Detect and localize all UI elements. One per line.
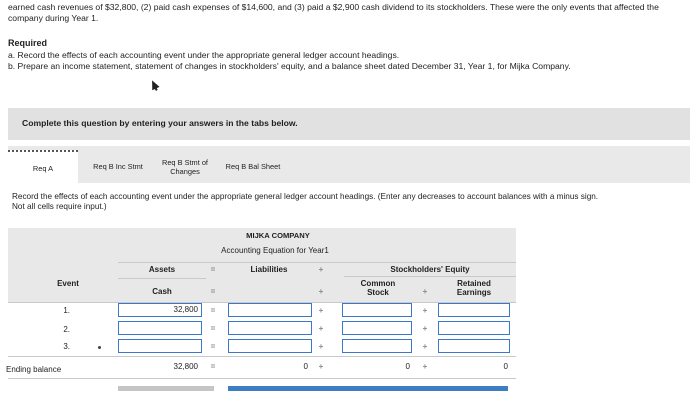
equals-sign: = — [210, 324, 216, 333]
equals-sign: = — [210, 362, 216, 371]
mouse-cursor-icon — [148, 79, 159, 91]
header-line — [118, 278, 206, 279]
instruction-banner — [8, 108, 690, 140]
cash-input[interactable] — [118, 321, 202, 335]
liabilities-input[interactable] — [228, 321, 312, 335]
required-list — [8, 50, 668, 71]
plus-sign: + — [422, 306, 428, 315]
instruction-text: Record the effects of each accounting event under the appropriate general ledger account headings. (Enter any decreases to account balances with a minus sign. Not all cells require input.) — [12, 192, 599, 211]
plus-sign: + — [318, 342, 324, 351]
problem-intro-text: earned cash revenues of $32,800, (2) paid cash expenses of $14,600, and (3) paid a $2,900 cash dividend to its stockholders. These were the only events that affected the company during Year 1. — [8, 2, 659, 23]
plus-sign: + — [318, 324, 324, 333]
plus-sign: + — [422, 287, 428, 296]
tab-bar — [8, 146, 690, 183]
equals-sign: = — [210, 265, 216, 274]
plus-sign: + — [422, 362, 428, 371]
retained-earnings-input[interactable] — [438, 303, 510, 317]
tab-req-a[interactable]: Req A — [8, 150, 78, 185]
tab-req-b-bal-sheet[interactable]: Req B Bal Sheet — [225, 162, 281, 171]
assets-header: Assets — [148, 265, 176, 274]
banner-text: Complete this question by entering your answers in the tabs below. — [22, 118, 298, 128]
tab-req-b-inc-stmt[interactable]: Req B Inc Stmt — [93, 162, 143, 171]
equals-sign: = — [210, 306, 216, 315]
required-heading: Required — [8, 38, 48, 48]
retained-earnings-input[interactable] — [438, 321, 510, 335]
equals-sign: = — [210, 287, 216, 296]
common-stock-input[interactable] — [342, 303, 412, 317]
company-name: MIJKA COMPANY — [246, 231, 310, 240]
plus-sign: + — [422, 324, 428, 333]
ending-bottom-line — [8, 378, 516, 379]
ending-cash-value: 32,800 — [173, 362, 198, 371]
plus-sign: + — [422, 342, 428, 351]
header-line — [118, 262, 516, 263]
dot-marker-icon — [98, 346, 101, 349]
event-header: Event — [57, 279, 79, 288]
table-subtitle: Accounting Equation for Year1 — [221, 246, 329, 255]
common-stock-header: Common Stock — [360, 279, 396, 297]
ending-balance-label: Ending balance — [6, 365, 62, 374]
event-label: 3. — [63, 342, 70, 351]
ending-line — [8, 356, 516, 357]
stockholders-equity-header: Stockholders' Equity — [390, 265, 470, 274]
plus-sign: + — [318, 265, 324, 274]
liabilities-input[interactable] — [228, 339, 312, 353]
scrollbar-track[interactable] — [118, 386, 214, 391]
ending-retained-earnings-value: 0 — [503, 362, 508, 371]
common-stock-input[interactable] — [342, 321, 412, 335]
plus-sign: + — [318, 362, 324, 371]
equals-sign: = — [210, 342, 216, 351]
event-label: 1. — [63, 306, 70, 315]
retained-earnings-header: Retained Earnings — [456, 279, 492, 297]
required-item-a: a. Record the effects of each accounting event under the appropriate general ledger account headings. — [8, 50, 400, 60]
cash-input[interactable] — [118, 339, 202, 353]
cash-input[interactable]: 32,800 — [118, 303, 202, 317]
plus-sign: + — [318, 306, 324, 315]
ending-common-stock-value: 0 — [405, 362, 410, 371]
header-line — [344, 276, 516, 277]
common-stock-input[interactable] — [342, 339, 412, 353]
liabilities-header: Liabilities — [250, 265, 288, 274]
required-item-b: b. Prepare an income statement, statement of changes in stockholders' equity, and a balance sheet dated December 31, Year 1, for Mijka Company. — [8, 60, 571, 71]
event-label: 2. — [63, 325, 70, 334]
liabilities-input[interactable] — [228, 303, 312, 317]
cash-header: Cash — [152, 287, 172, 296]
retained-earnings-input[interactable] — [438, 339, 510, 353]
ending-liabilities-value: 0 — [303, 362, 308, 371]
scrollbar-thumb[interactable] — [228, 386, 508, 391]
plus-sign: + — [318, 287, 324, 296]
tab-req-b-stmt-of-changes[interactable]: Req B Stmt of Changes — [161, 157, 208, 176]
